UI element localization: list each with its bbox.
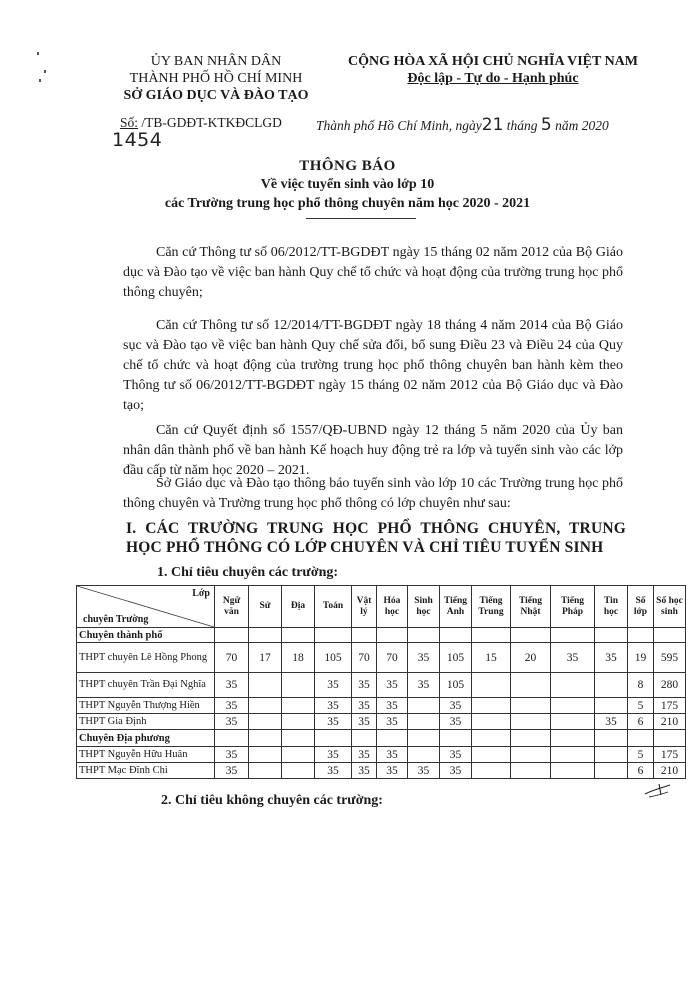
paragraph-2 (123, 316, 623, 416)
scan-mark (44, 70, 46, 73)
table-row (77, 698, 686, 714)
col-header: Tiếng Pháp (551, 586, 595, 628)
col-header: Sử (249, 586, 282, 628)
document-date (316, 115, 609, 135)
quota-cell: 175 (654, 747, 686, 763)
quota-cell: 35 (215, 714, 249, 730)
subsection-2-heading: 2. Chỉ tiêu không chuyên các trường: (161, 793, 383, 808)
quota-cell: 35 (595, 643, 628, 673)
quota-cell (551, 763, 595, 779)
quota-cell: 210 (654, 714, 686, 730)
quota-cell: 595 (654, 643, 686, 673)
quota-cell: 35 (352, 763, 377, 779)
table-row (77, 747, 686, 763)
quota-cell: 35 (377, 698, 408, 714)
issuer-line-2: THÀNH PHỐ HỒ CHÍ MINH (129, 71, 303, 86)
group-row (77, 730, 686, 747)
city-rows (77, 643, 686, 730)
quota-cell (282, 747, 315, 763)
quota-cell: 35 (315, 714, 352, 730)
table-row (77, 673, 686, 698)
col-header: Ngữ văn (215, 586, 249, 628)
col-header: Số học sinh (654, 586, 686, 628)
year-label: năm 2020 (555, 118, 609, 133)
col-header: Tiếng Nhật (511, 586, 551, 628)
quota-cell: 35 (215, 747, 249, 763)
quota-cell: 35 (595, 714, 628, 730)
handwritten-number: 1454 (112, 129, 163, 151)
school-name: THPT chuyên Lê Hồng Phong (77, 643, 215, 673)
quota-cell (249, 747, 282, 763)
quota-cell: 35 (215, 673, 249, 698)
initial-mark (643, 778, 673, 800)
quota-cell (472, 747, 511, 763)
col-header: Hóa học (377, 586, 408, 628)
document-subtitle-1: Về việc tuyển sinh vào lớp 10 (260, 177, 435, 192)
quota-cell (282, 763, 315, 779)
quota-cell (551, 698, 595, 714)
issuer-line-3: SỞ GIÁO DỤC VÀ ĐÀO TẠO (123, 88, 309, 103)
national-motto: Độc lập - Tự do - Hạnh phúc (407, 71, 579, 86)
quota-cell: 6 (628, 763, 654, 779)
quota-cell (282, 698, 315, 714)
subsection-1-heading: 1. Chỉ tiêu chuyên các trường: (157, 565, 339, 580)
quota-cell: 15 (472, 643, 511, 673)
quota-cell: 5 (628, 698, 654, 714)
quota-cell: 35 (377, 747, 408, 763)
quota-cell (595, 698, 628, 714)
paragraph-text: Căn cứ Quyết định số 1557/QĐ-UBND ngày 12 tháng 5 năm 2020 của Ủy ban nhân dân thành phố về ban hành Kế hoạch huy động trẻ ra lớp và tuyển sinh vào các lớp đầu cấp từ năm học 2020 – 2021. (123, 423, 623, 478)
scan-mark (39, 79, 41, 82)
col-header: Số lớp (628, 586, 654, 628)
quota-cell: 280 (654, 673, 686, 698)
quota-cell: 35 (315, 698, 352, 714)
quota-cell (408, 747, 440, 763)
paragraph-1 (123, 243, 623, 303)
quota-cell: 8 (628, 673, 654, 698)
col-header: Tiếng Anh (440, 586, 472, 628)
quota-cell: 35 (352, 747, 377, 763)
quota-cell: 35 (440, 747, 472, 763)
national-title: CỘNG HÒA XÃ HỘI CHỦ NGHĨA VIỆT NAM (347, 54, 638, 69)
school-name: THPT chuyên Trần Đại Nghĩa (77, 673, 215, 698)
quota-cell: 35 (440, 763, 472, 779)
quota-cell: 35 (408, 673, 440, 698)
date-prefix: Thành phố Hồ Chí Minh, ngày (316, 118, 482, 133)
document-subtitle-2: các Trường trung học phổ thông chuyên năm học 2020 - 2021 (164, 196, 531, 211)
corner-header (77, 586, 215, 628)
national-title-block (327, 53, 659, 87)
quota-cell (511, 763, 551, 779)
title-divider (306, 218, 416, 219)
school-name: THPT Mạc Đĩnh Chi (77, 763, 215, 779)
group-row (77, 628, 686, 643)
quota-table (76, 585, 686, 779)
quota-cell (472, 698, 511, 714)
quota-cell (249, 673, 282, 698)
table-row (77, 763, 686, 779)
quota-cell: 35 (352, 698, 377, 714)
col-header: Vật lý (352, 586, 377, 628)
quota-cell: 5 (628, 747, 654, 763)
paragraph-3 (123, 421, 623, 481)
quota-cell: 35 (440, 714, 472, 730)
quota-cell (472, 763, 511, 779)
quota-cell: 35 (315, 673, 352, 698)
quota-cell (282, 714, 315, 730)
quota-cell (511, 698, 551, 714)
quota-cell (511, 747, 551, 763)
paragraph-4 (123, 474, 623, 514)
so-label: Số: (120, 115, 139, 130)
document-code: /TB-GDĐT-KTKĐCLGD (141, 115, 282, 130)
quota-cell: 70 (352, 643, 377, 673)
col-header: Sinh học (408, 586, 440, 628)
quota-cell (551, 673, 595, 698)
table-row (77, 643, 686, 673)
paragraph-text: Căn cứ Thông tư số 12/2014/TT-BGDĐT ngày 18 tháng 4 năm 2014 của Bộ Giáo sục và Đào tạo về việc ban hành Quy chế sửa đổi, bổ sung Điều 23 và Điều 24 của Quy chế tổ chức và hoạt động của trường trung học phổ thông chuyên ban hành kèm theo Thông tư số 06/2012/TT-BGDĐT ngày 15 tháng 02 năm 2012 của Bộ Giáo dục và Đào tạo; (123, 318, 623, 413)
date-day: 21 (481, 115, 504, 135)
quota-cell: 35 (215, 698, 249, 714)
school-name: THPT Nguyễn Hữu Huân (77, 747, 215, 763)
quota-cell: 35 (315, 763, 352, 779)
corner-top-label: Lớp (192, 588, 210, 599)
scan-mark (37, 52, 39, 55)
quota-cell: 35 (408, 763, 440, 779)
quota-cell: 105 (315, 643, 352, 673)
col-header: Toán (315, 586, 352, 628)
quota-cell (595, 747, 628, 763)
local-rows (77, 747, 686, 779)
school-name: THPT Nguyễn Thượng Hiền (77, 698, 215, 714)
quota-cell: 70 (377, 643, 408, 673)
col-header: Tin học (595, 586, 628, 628)
quota-cell (511, 714, 551, 730)
quota-cell (551, 714, 595, 730)
quota-cell: 6 (628, 714, 654, 730)
quota-cell: 35 (551, 643, 595, 673)
quota-cell: 35 (440, 698, 472, 714)
school-name: THPT Gia Định (77, 714, 215, 730)
quota-cell (249, 714, 282, 730)
quota-cell: 17 (249, 643, 282, 673)
quota-cell: 70 (215, 643, 249, 673)
quota-cell: 105 (440, 673, 472, 698)
quota-cell: 35 (377, 763, 408, 779)
table-row (77, 714, 686, 730)
group-label: Chuyên thành phố (77, 628, 215, 643)
quota-cell (472, 714, 511, 730)
quota-cell (511, 673, 551, 698)
quota-cell: 19 (628, 643, 654, 673)
date-month: 5 (540, 115, 552, 135)
group-label: Chuyên Địa phương (77, 730, 215, 747)
col-header: Tiếng Trung (472, 586, 511, 628)
quota-cell (249, 698, 282, 714)
paragraph-text: Căn cứ Thông tư số 06/2012/TT-BGDĐT ngày 15 tháng 02 năm 2012 của Bộ Giáo dục và Đào tạo về việc ban hành Quy chế tổ chức và hoạt động của trường trung học phổ thông chuyên; (123, 245, 623, 300)
issuer-block (100, 53, 332, 104)
quota-cell (249, 763, 282, 779)
corner-bottom-label: chuyên Trường (83, 614, 149, 625)
quota-cell (595, 763, 628, 779)
quota-cell (408, 698, 440, 714)
quota-cell (472, 673, 511, 698)
quota-cell: 35 (408, 643, 440, 673)
col-header: Địa (282, 586, 315, 628)
quota-cell: 35 (352, 673, 377, 698)
quota-cell (408, 714, 440, 730)
document-title: THÔNG BÁO (299, 158, 396, 174)
quota-cell: 35 (315, 747, 352, 763)
quota-cell: 210 (654, 763, 686, 779)
quota-cell (551, 747, 595, 763)
quota-cell: 35 (377, 673, 408, 698)
quota-cell: 105 (440, 643, 472, 673)
quota-cell: 35 (352, 714, 377, 730)
quota-cell: 35 (377, 714, 408, 730)
quota-cell: 35 (215, 763, 249, 779)
quota-cell: 175 (654, 698, 686, 714)
quota-cell: 18 (282, 643, 315, 673)
table-header-row (77, 586, 686, 628)
quota-cell: 20 (511, 643, 551, 673)
month-label: tháng (506, 118, 538, 133)
quota-cell (595, 673, 628, 698)
quota-cell (282, 673, 315, 698)
issuer-line-1: ỦY BAN NHÂN DÂN (150, 54, 282, 69)
paragraph-text: Sở Giáo dục và Đào tạo thông báo tuyển sinh vào lớp 10 các Trường trung học phổ thông chuyên và Trường trung học phổ thông có lớp chuyên như sau: (123, 476, 623, 511)
section-heading: I. CÁC TRƯỜNG TRUNG HỌC PHỔ THÔNG CHUYÊN, TRUNG HỌC PHỔ THÔNG CÓ LỚP CHUYÊN VÀ CHỈ TIÊU TUYỂN SINH (126, 520, 626, 556)
